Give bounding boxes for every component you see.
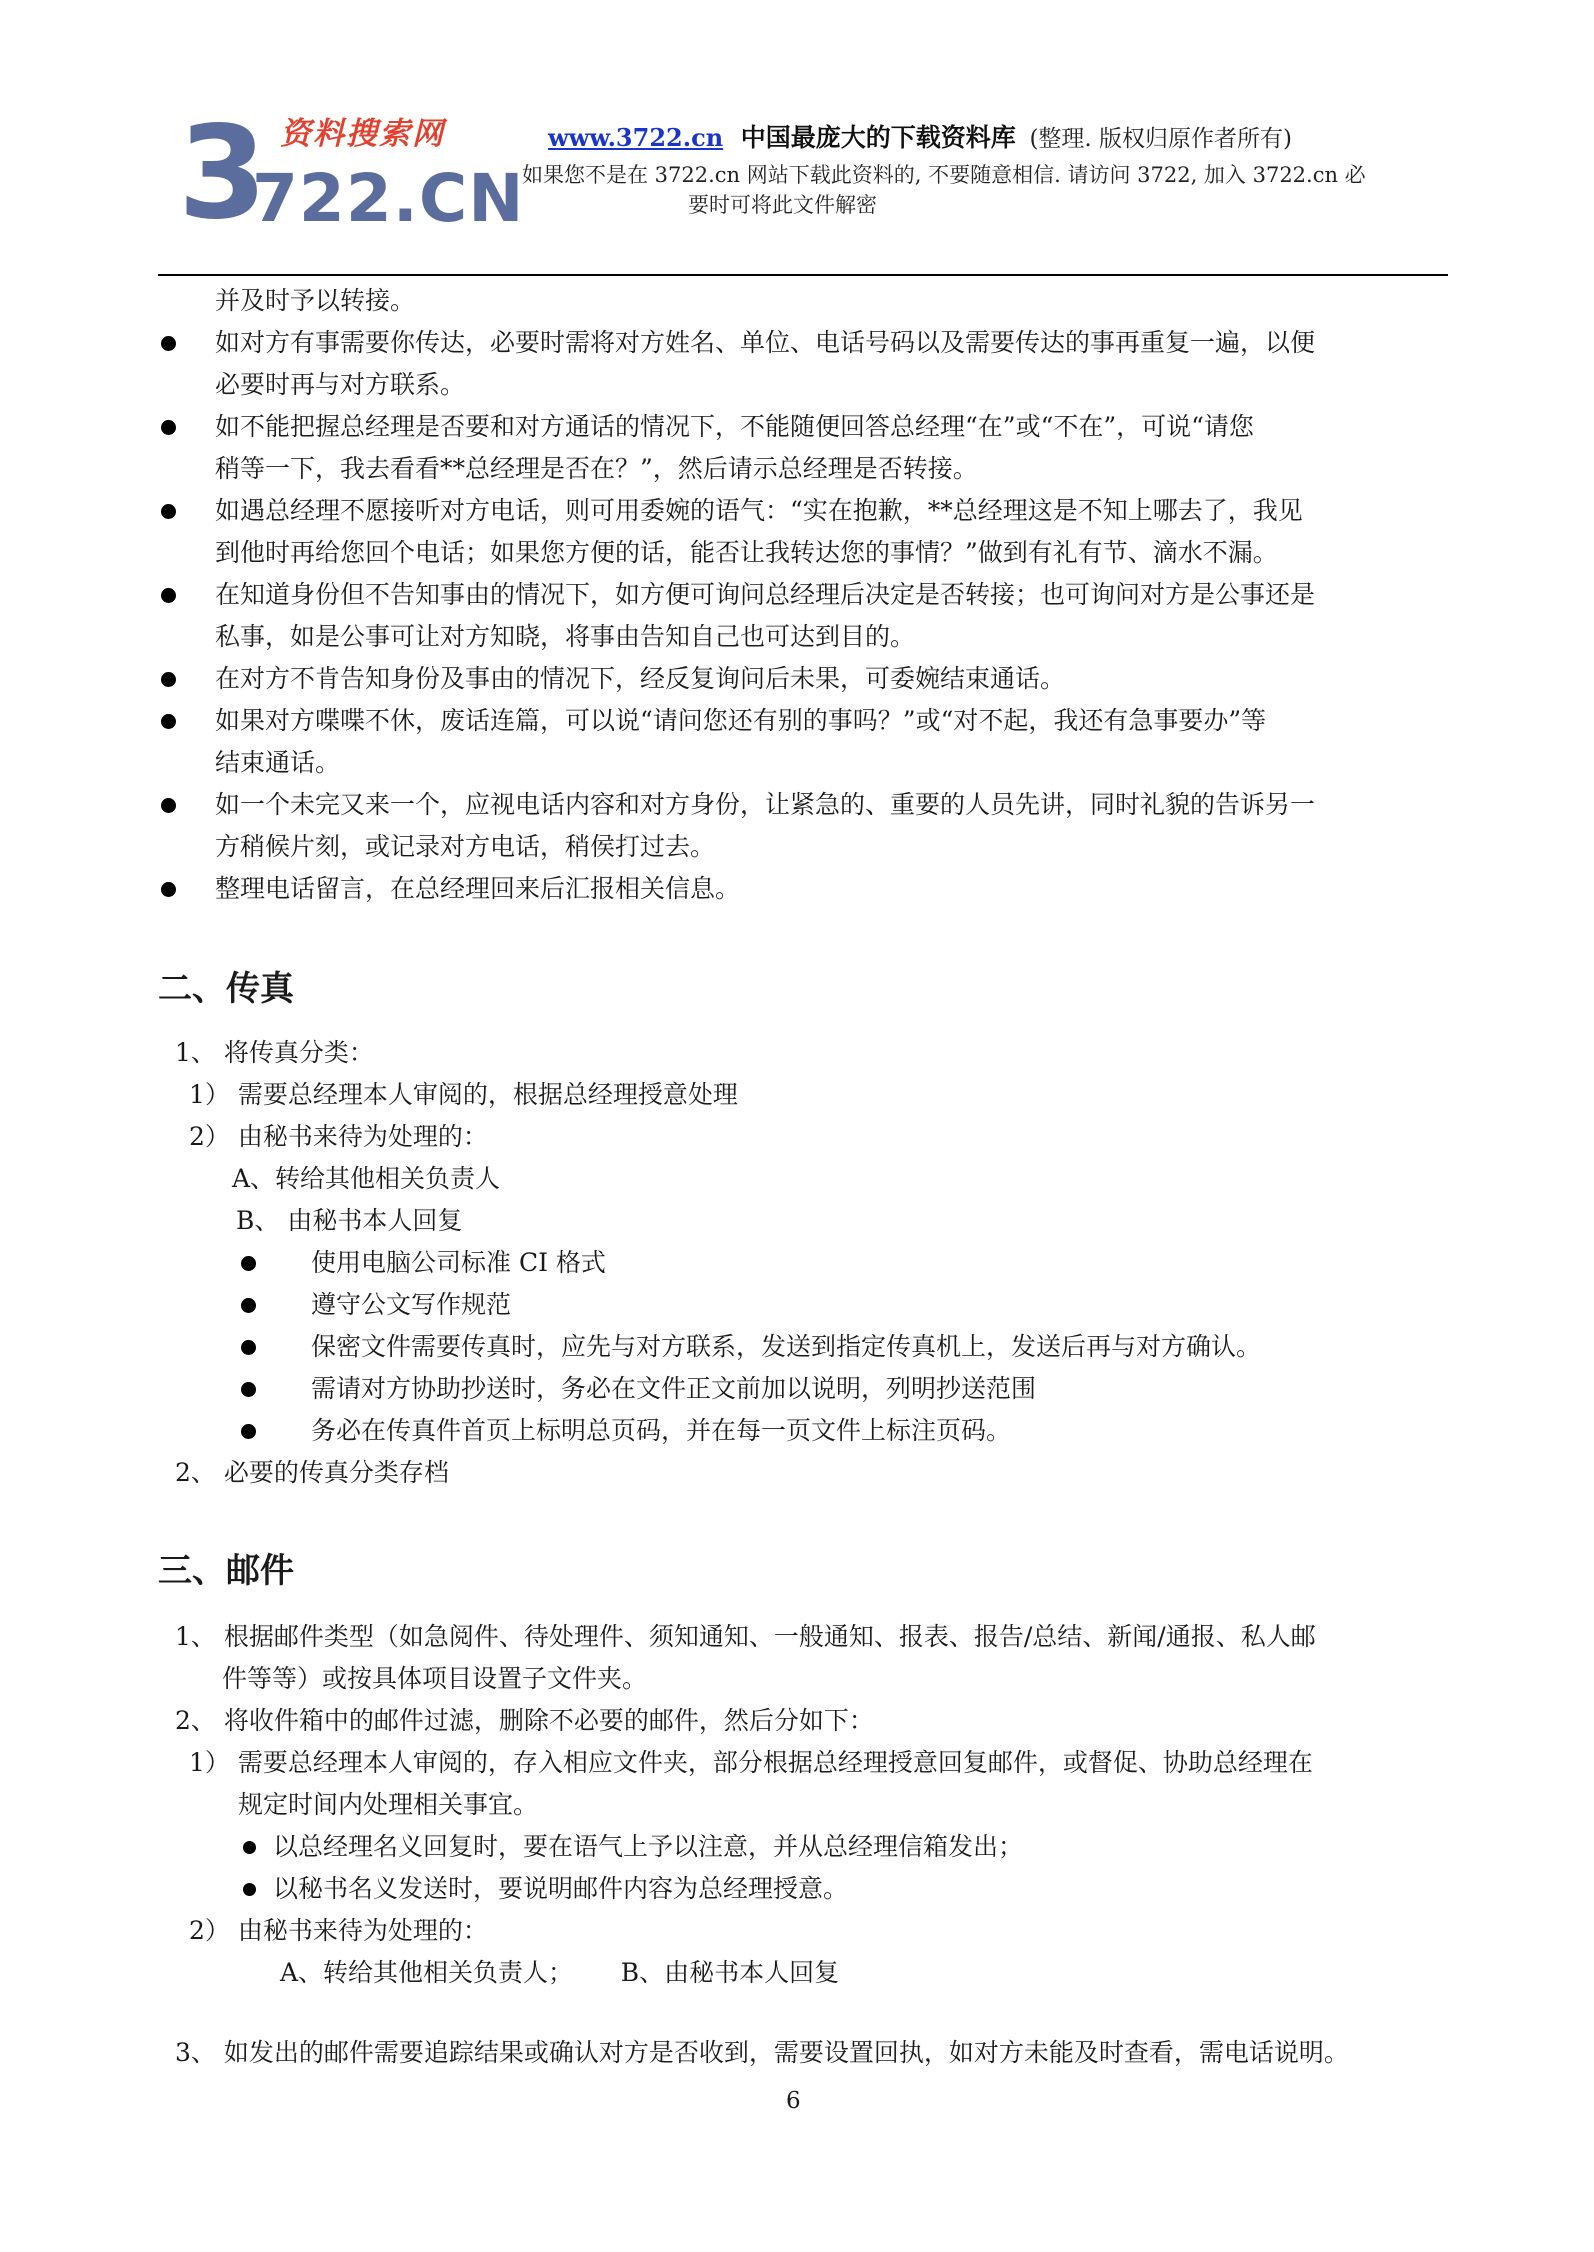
- site-title: 中国最庞大的下载资料库: [740, 123, 1016, 152]
- list-item: A、转给其他相关负责人； B、由秘书本人回复: [280, 1958, 840, 1987]
- list-item: 如对方有事需要你传达，必要时需将对方姓名、单位、电话号码以及需要传达的事再重复一遍，以便: [215, 328, 1316, 357]
- bullet-icon: [241, 1340, 256, 1355]
- bullet-icon: [161, 504, 176, 519]
- list-item: 方稍候片刻，或记录对方电话，稍侯打过去。: [215, 832, 716, 861]
- list-item: 结束通话。: [215, 748, 341, 777]
- list-item: 遵守公文写作规范: [311, 1290, 512, 1319]
- list-item: 1、 根据邮件类型（如急阅件、待处理件、须知通知、一般通知、报表、报告/总结、新闻/通报、私人邮: [175, 1622, 1316, 1651]
- list-item: 以总经理名义回复时，要在语气上予以注意，并从总经理信箱发出；: [273, 1832, 1024, 1861]
- bullet-icon: [241, 1298, 256, 1313]
- list-item: 以秘书名义发送时，要说明邮件内容为总经理授意。: [273, 1874, 849, 1903]
- header-title-line: [548, 122, 1292, 155]
- list-item: 务必在传真件首页上标明总页码，并在每一页文件上标注页码。: [311, 1416, 1012, 1445]
- bullet-icon: [161, 798, 176, 813]
- site-url-link[interactable]: www.3722.cn: [548, 123, 724, 152]
- section-heading-mail: 三、邮件: [158, 1551, 294, 1591]
- site-logo: [178, 99, 525, 248]
- list-item: 保密文件需要传真时，应先与对方联系，发送到指定传真机上，发送后再与对方确认。: [311, 1332, 1262, 1361]
- list-item: 私事，如是公事可让对方知晓，将事由告知自己也可达到目的。: [215, 622, 916, 651]
- bullet-icon: [161, 672, 176, 687]
- bullet-icon: [241, 1382, 256, 1397]
- section-heading-fax: 二、传真: [158, 969, 294, 1009]
- list-item: 到他时再给您回个电话；如果您方便的话，能否让我转达您的事情？”做到有礼有节、滴水不漏。: [215, 538, 1278, 567]
- bullet-icon: [161, 336, 176, 351]
- list-item: 规定时间内处理相关事宜。: [238, 1790, 539, 1819]
- list-item: 在对方不肯告知身份及事由的情况下，经反复询问后未果，可委婉结束通话。: [215, 664, 1066, 693]
- logo-domain: 722.CN: [252, 160, 525, 237]
- list-item: 2） 由秘书来待为处理的：: [189, 1122, 488, 1151]
- bullet-icon: [243, 1883, 256, 1896]
- list-item: 2、 将收件箱中的邮件过滤，删除不必要的邮件，然后分如下：: [175, 1706, 874, 1735]
- header-notice-line2: 要时可将此文件解密: [688, 193, 877, 217]
- list-item: 1、 将传真分类：: [175, 1038, 374, 1067]
- logo-tagline: 资料搜索网: [280, 116, 445, 152]
- list-item: 需请对方协助抄送时，务必在文件正文前加以说明，列明抄送范围: [311, 1374, 1037, 1403]
- copyright-note: (整理. 版权归原作者所有): [1029, 126, 1293, 152]
- bullet-icon: [241, 1424, 256, 1439]
- list-item: 如一个未完又来一个，应视电话内容和对方身份，让紧急的、重要的人员先讲，同时礼貌的告诉另一: [215, 790, 1316, 819]
- bullet-icon: [243, 1841, 256, 1854]
- list-item: 1） 需要总经理本人审阅的，存入相应文件夹，部分根据总经理授意回复邮件，或督促、协助总经理在: [189, 1748, 1313, 1777]
- bullet-icon: [161, 420, 176, 435]
- list-item: 件等等）或按具体项目设置子文件夹。: [222, 1664, 648, 1693]
- bullet-icon: [161, 588, 176, 603]
- bullet-icon: [161, 882, 176, 897]
- list-item: B、 由秘书本人回复: [236, 1206, 463, 1235]
- list-item: 整理电话留言，在总经理回来后汇报相关信息。: [215, 874, 741, 903]
- bullet-icon: [161, 714, 176, 729]
- list-item: 使用电脑公司标准 CI 格式: [311, 1248, 606, 1277]
- list-item: 如不能把握总经理是否要和对方通话的情况下，不能随便回答总经理“在”或“不在”，可说“请您: [215, 412, 1254, 441]
- continuation-text: 并及时予以转接。: [215, 286, 416, 315]
- header-notice-line1: 如果您不是在 3722.cn 网站下载此资料的, 不要随意相信. 请访问 3722, 加入 3722.cn 必: [522, 163, 1366, 187]
- logo-number: 3: [178, 99, 264, 248]
- list-item: A、转给其他相关负责人: [232, 1164, 501, 1193]
- list-item: 必要时再与对方联系。: [215, 370, 466, 399]
- bullet-icon: [241, 1256, 256, 1271]
- list-item: 1） 需要总经理本人审阅的，根据总经理授意处理: [189, 1080, 738, 1109]
- list-item: 如遇总经理不愿接听对方电话，则可用委婉的语气：“实在抱歉，**总经理这是不知上哪去了，我见: [215, 496, 1303, 525]
- list-item: 2） 由秘书来待为处理的：: [189, 1916, 488, 1945]
- list-item: 如果对方喋喋不休，废话连篇，可以说“请问您还有别的事吗？”或“对不起，我还有急事要办”等: [215, 706, 1267, 735]
- list-item: 在知道身份但不告知事由的情况下，如方便可询问总经理后决定是否转接；也可询问对方是公事还是: [215, 580, 1316, 609]
- list-item: 稍等一下，我去看看**总经理是否在？”，然后请示总经理是否转接。: [215, 454, 978, 483]
- header-divider: [158, 274, 1448, 276]
- list-item: 2、 必要的传真分类存档: [175, 1458, 449, 1487]
- page-number: 6: [786, 2088, 801, 2114]
- list-item: 3、 如发出的邮件需要追踪结果或确认对方是否收到，需要设置回执，如对方未能及时查看，需电话说明。: [175, 2038, 1349, 2067]
